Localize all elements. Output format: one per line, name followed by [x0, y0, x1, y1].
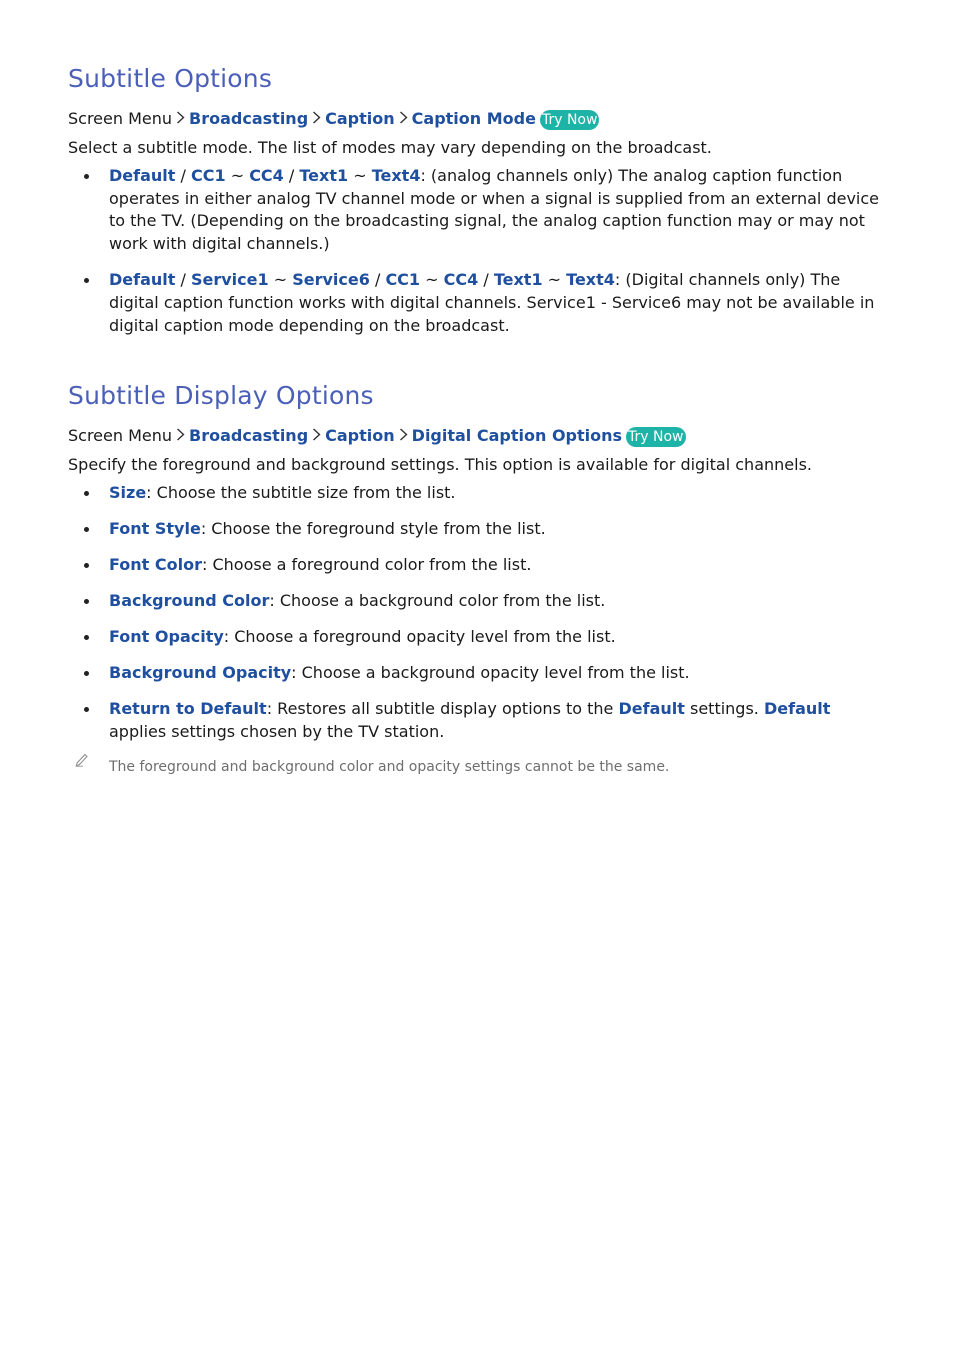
chevron-right-icon	[312, 108, 321, 130]
separator: /	[175, 270, 191, 290]
section-title-subtitle-display-options: Subtitle Display Options	[68, 381, 374, 411]
caption-mode-list	[68, 165, 888, 337]
separator: /	[283, 166, 300, 185]
note	[68, 757, 888, 777]
default-keyword: Default	[763, 699, 831, 719]
mode-name: Text4	[371, 166, 421, 185]
try-now-button[interactable]: Try Now	[628, 429, 684, 446]
option-description: : Choose a background color from the list.	[269, 591, 606, 611]
option-description: : Choose the subtitle size from the list.	[146, 483, 456, 503]
separator: /	[478, 270, 494, 290]
option-description: : Choose a background opacity level from the list.	[291, 663, 690, 683]
option-description: : Choose a foreground opacity level from the list.	[223, 627, 616, 647]
separator: ~	[542, 270, 567, 290]
mode-description: : (analog channels only) The analog caption function operates in either analog TV channel mode or when a signal is supplied from an external device to the TV. (Depending on the broadcasting signal, the analog caption function may or may not work with digital channels.)	[109, 166, 879, 254]
separator: /	[369, 270, 386, 290]
path-root: Screen Menu	[68, 426, 173, 446]
option-description: : Restores all subtitle display options to the	[266, 699, 619, 719]
default-keyword: Default	[618, 699, 685, 719]
section-title-subtitle-options: Subtitle Options	[68, 64, 273, 93]
option-description: : Choose a foreground color from the list.	[201, 555, 532, 575]
path-item-broadcasting[interactable]: Broadcasting	[189, 109, 309, 128]
mode-name: CC1	[385, 270, 421, 290]
chevron-right-icon	[176, 425, 185, 447]
option-name: Size	[109, 483, 147, 503]
chevron-right-icon	[176, 108, 185, 130]
separator: ~	[225, 166, 250, 185]
option-description: : Choose the foreground style from the list.	[200, 519, 546, 539]
mode-name: CC4	[249, 166, 284, 185]
list-item	[68, 590, 888, 613]
list-item	[68, 482, 888, 505]
option-description: settings.	[684, 699, 764, 719]
list-item	[68, 662, 888, 685]
list-item	[68, 165, 888, 256]
separator: ~	[268, 270, 293, 290]
path-item-broadcasting[interactable]: Broadcasting	[189, 426, 309, 446]
list-item	[68, 554, 888, 577]
path-item-caption[interactable]: Caption	[325, 109, 395, 128]
display-options-list	[68, 482, 888, 743]
option-name: Font Style	[109, 519, 201, 539]
option-name: Font Color	[109, 555, 202, 575]
list-item	[68, 518, 888, 541]
chevron-right-icon	[399, 108, 408, 130]
chevron-right-icon	[312, 425, 321, 447]
mode-name: Service6	[292, 270, 370, 290]
path-item-caption-mode[interactable]: Caption Mode	[411, 109, 536, 128]
list-item	[68, 626, 888, 649]
pencil-icon	[74, 751, 90, 767]
section-description: Select a subtitle mode. The list of modes may vary depending on the broadcast.	[68, 138, 712, 157]
mode-name: Text1	[493, 270, 543, 290]
mode-name: Text4	[566, 270, 615, 290]
path-item-caption[interactable]: Caption	[325, 426, 395, 446]
mode-name: Default	[109, 166, 176, 185]
path-item-digital-caption-options[interactable]: Digital Caption Options	[411, 426, 623, 446]
mode-description: : (Digital channels only) The digital caption function works with digital channels. Service1 - Service6 may not be available in digital caption mode depending on the broadcast.	[109, 270, 875, 335]
mode-name: Service1	[190, 270, 269, 290]
list-item	[68, 698, 888, 743]
chevron-right-icon	[399, 425, 408, 447]
mode-name: Text1	[299, 166, 349, 185]
separator: ~	[420, 270, 444, 290]
page-content	[68, 62, 888, 777]
option-description: applies settings chosen by the TV station.	[109, 721, 445, 741]
section-description: Specify the foreground and background settings. This option is available for digital channels.	[68, 455, 812, 475]
option-name: Return to Default	[109, 699, 267, 719]
path-root: Screen Menu	[68, 109, 173, 128]
separator: /	[175, 166, 191, 185]
try-now-button[interactable]: Try Now	[541, 112, 598, 128]
separator: ~	[348, 166, 372, 185]
menu-path	[68, 108, 888, 130]
mode-name: CC1	[190, 166, 226, 185]
menu-path	[68, 425, 888, 447]
option-name: Background Opacity	[109, 663, 292, 683]
option-name: Font Opacity	[109, 627, 224, 647]
option-name: Background Color	[109, 591, 270, 611]
mode-name: CC4	[443, 270, 479, 290]
list-item	[68, 269, 888, 337]
mode-name: Default	[109, 270, 176, 290]
note-text: The foreground and background color and opacity settings cannot be the same.	[109, 758, 670, 775]
